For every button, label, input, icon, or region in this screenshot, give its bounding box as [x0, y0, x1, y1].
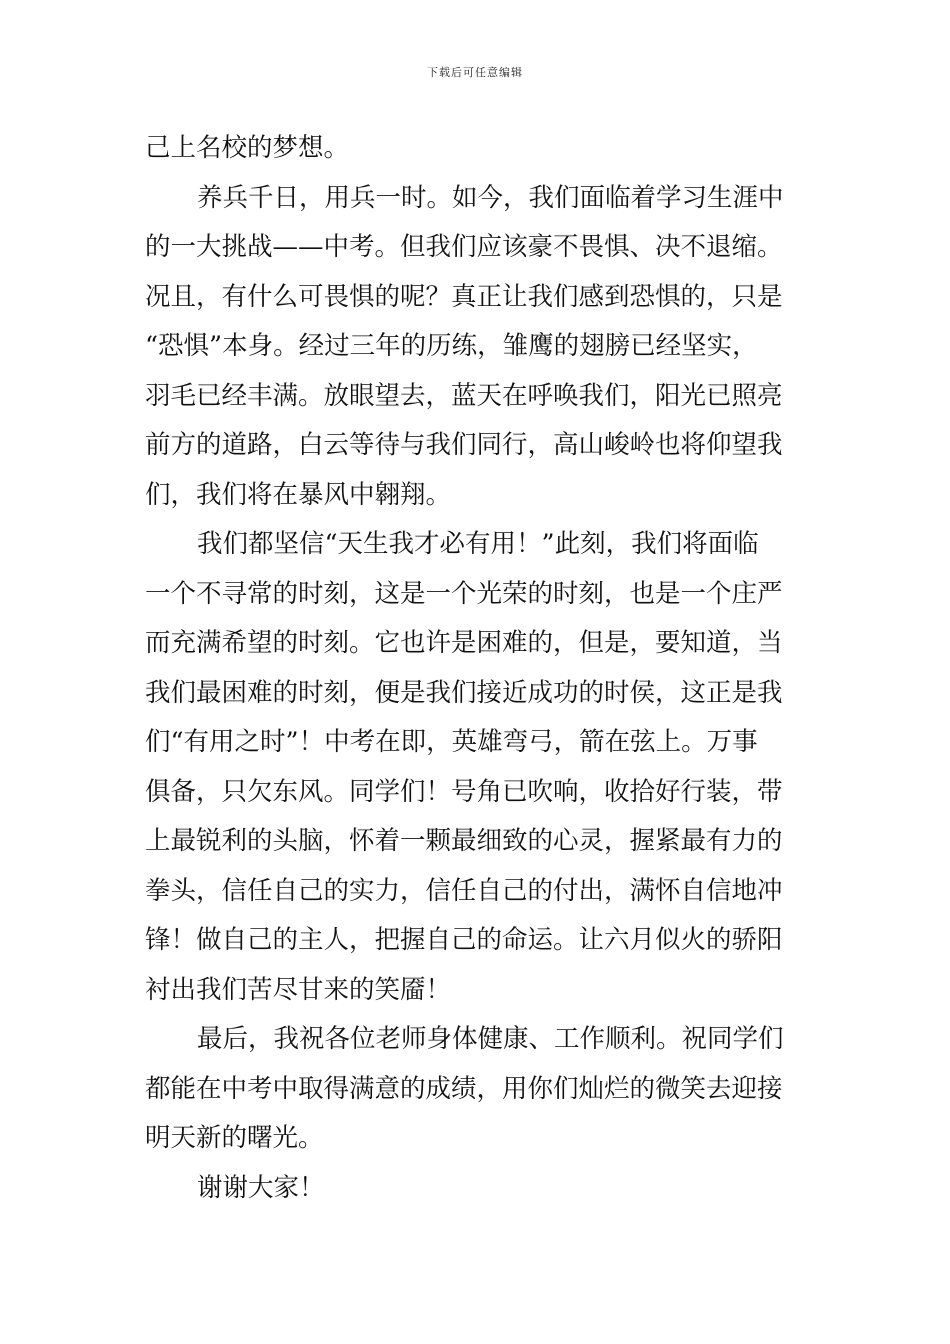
- text-line: 俱备，只欠东风。同学们！号角已吹响，收拾好行装，带: [145, 776, 783, 807]
- text-line: 我们都坚信“天生我才必有用！”此刻，我们将面临: [197, 529, 759, 559]
- text-line: 的一大挑战——中考。但我们应该豪不畏惧、决不退缩。: [145, 232, 783, 262]
- text-line: 最后，我祝各位老师身体健康、工作顺利。祝同学们: [197, 1024, 784, 1054]
- text-line: 锋！做自己的主人，把握自己的命运。让六月似火的骄阳: [145, 925, 783, 955]
- text-line: 上最锐利的头脑，怀着一颗最细致的心灵，握紧最有力的: [145, 826, 783, 856]
- text-line: 都能在中考中取得满意的成绩，用你们灿烂的微笑去迎接: [145, 1073, 783, 1104]
- text-line: 拳头，信任自己的实力，信任自己的付出，满怀自信地冲: [145, 875, 783, 906]
- text-line: 而充满希望的时刻。它也许是困难的，但是，要知道，当: [145, 628, 783, 658]
- text-line: 衬出我们苦尽甘来的笑靥！: [145, 974, 452, 1005]
- text-line: 养兵千日，用兵一时。如今，我们面临着学习生涯中: [197, 182, 784, 213]
- text-line: 们“有用之时”！中考在即，英雄弯弓，箭在弦上。万事: [145, 727, 758, 757]
- text-line: 一个不寻常的时刻，这是一个光荣的时刻，也是一个庄严: [145, 578, 783, 609]
- document-body: [145, 124, 807, 1213]
- text-line: 况且，有什么可畏惧的呢？真正让我们感到恐惧的，只是: [145, 281, 783, 312]
- text-line: “恐惧”本身。经过三年的历练，雏鹰的翅膀已经坚实，: [145, 331, 758, 361]
- text-line: 们，我们将在暴风中翱翔。: [145, 479, 452, 510]
- text-line: 我们最困难的时刻，便是我们接近成功的时侯，这正是我: [145, 677, 783, 708]
- text-line: 己上名校的梦想。: [145, 133, 350, 163]
- text-line: 前方的道路，白云等待与我们同行，高山峻岭也将仰望我: [145, 430, 783, 460]
- page-header: 下载后可任意编辑: [427, 66, 523, 79]
- text-line: 谢谢大家！: [197, 1172, 325, 1203]
- text-line: 明天新的曙光。: [145, 1123, 324, 1153]
- text-line: 羽毛已经丰满。放眼望去，蓝天在呼唤我们，阳光已照亮: [145, 380, 783, 411]
